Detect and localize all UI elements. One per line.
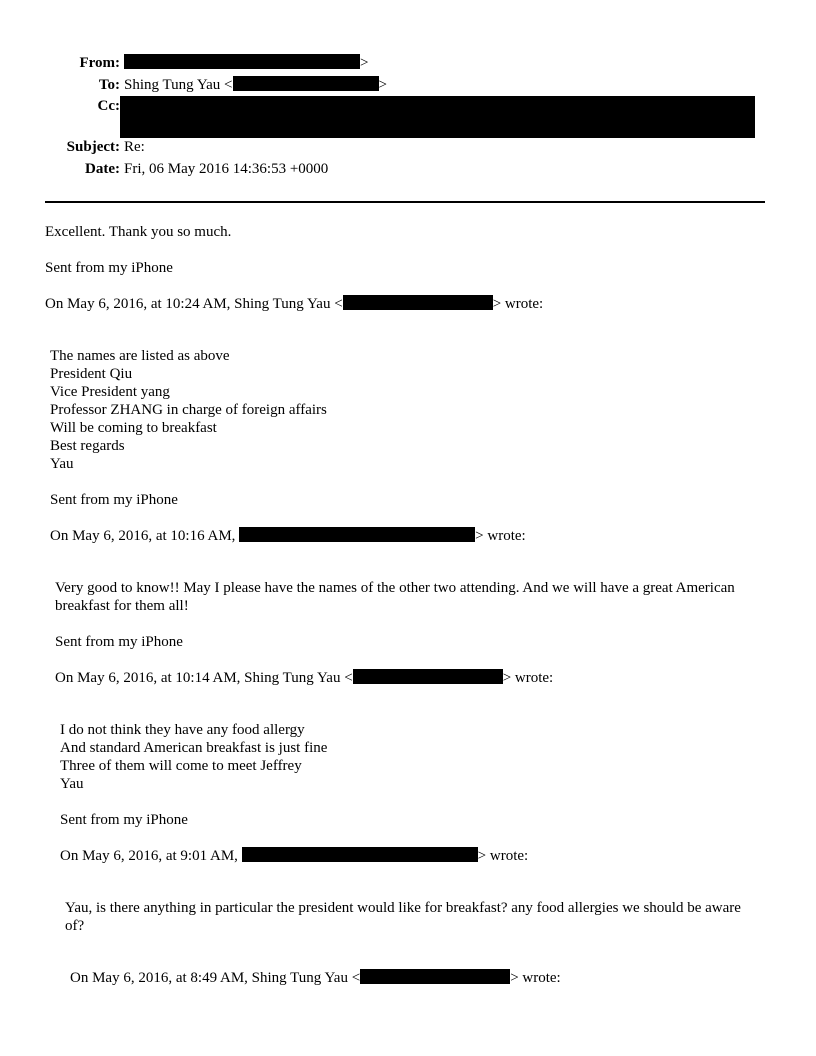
reply-text: Excellent. Thank you so much. — [45, 224, 232, 240]
quote-line: Best regards — [50, 438, 125, 454]
quote-line: The names are listed as above — [50, 348, 230, 364]
quote-line: Yau — [60, 776, 84, 792]
quoted-message-4 — [65, 899, 755, 935]
cc-redaction-box — [120, 96, 755, 138]
quote-line: And standard American breakfast is just fine — [60, 740, 328, 756]
quote-attribution — [45, 295, 543, 313]
quote-line: Three of them will come to meet Jeffrey — [60, 758, 302, 774]
quote-line: Vice President yang — [50, 384, 170, 400]
date-value: Fri, 06 May 2016 14:36:53 +0000 — [124, 161, 329, 177]
quoted-message-1 — [50, 347, 327, 473]
wrote-text: > wrote: — [475, 528, 526, 544]
from-close-bracket: > — [360, 55, 369, 71]
redaction-box — [360, 969, 510, 984]
quote-line: Professor ZHANG in charge of foreign affairs — [50, 402, 327, 418]
quoted-message-3 — [60, 721, 327, 793]
redaction-box — [233, 76, 379, 91]
cc-label: Cc: — [97, 98, 120, 114]
signature: Sent from my iPhone — [50, 492, 178, 508]
wrote-text: > wrote: — [510, 970, 561, 986]
attribution-text: On May 6, 2016, at 10:16 AM, — [50, 528, 236, 544]
wrote-text: > wrote: — [492, 296, 544, 312]
header-divider — [45, 201, 765, 203]
date-label: Date: — [85, 161, 120, 177]
to-name: Shing Tung Yau < — [124, 77, 233, 93]
attribution-text: On May 6, 2016, at 10:24 AM, Shing Tung Yau < — [45, 296, 343, 312]
redaction-box — [239, 527, 475, 542]
from-value — [124, 54, 368, 72]
quote-line: Yau — [50, 456, 74, 472]
subject-label: Subject: — [66, 139, 120, 155]
quote-line: President Qiu — [50, 366, 133, 382]
subject-value: Re: — [124, 139, 145, 155]
quoted-message-2 — [55, 579, 745, 615]
quote-line: Will be coming to breakfast — [50, 420, 217, 436]
quote-text: Yau, is there anything in particular the president would like for breakfast? any food allergies we should be aware of? — [65, 900, 741, 934]
quote-line: I do not think they have any food allergy — [60, 722, 305, 738]
redaction-box — [124, 54, 360, 69]
from-label: From: — [79, 55, 120, 71]
redaction-box — [242, 847, 478, 862]
redaction-box — [353, 669, 503, 684]
wrote-text: > wrote: — [477, 848, 529, 864]
signature: Sent from my iPhone — [55, 634, 183, 650]
attribution-text: On May 6, 2016, at 10:14 AM, Shing Tung Yau < — [55, 670, 353, 686]
to-value — [124, 76, 387, 94]
to-close-bracket: > — [378, 77, 387, 93]
signature: Sent from my iPhone — [60, 812, 188, 828]
attribution-text: On May 6, 2016, at 8:49 AM, Shing Tung Yau < — [70, 970, 361, 986]
quote-attribution — [55, 669, 553, 687]
quote-text: Very good to know!! May I please have the names of the other two attending. And we will have a great American breakfast for them all! — [55, 580, 735, 614]
quote-attribution — [50, 527, 526, 545]
quote-attribution — [70, 969, 561, 987]
redaction-box — [343, 295, 493, 310]
signature: Sent from my iPhone — [45, 260, 173, 276]
wrote-text: > wrote: — [502, 670, 554, 686]
attribution-text: On May 6, 2016, at 9:01 AM, — [60, 848, 238, 864]
to-label: To: — [98, 77, 120, 93]
quote-attribution — [60, 847, 528, 865]
